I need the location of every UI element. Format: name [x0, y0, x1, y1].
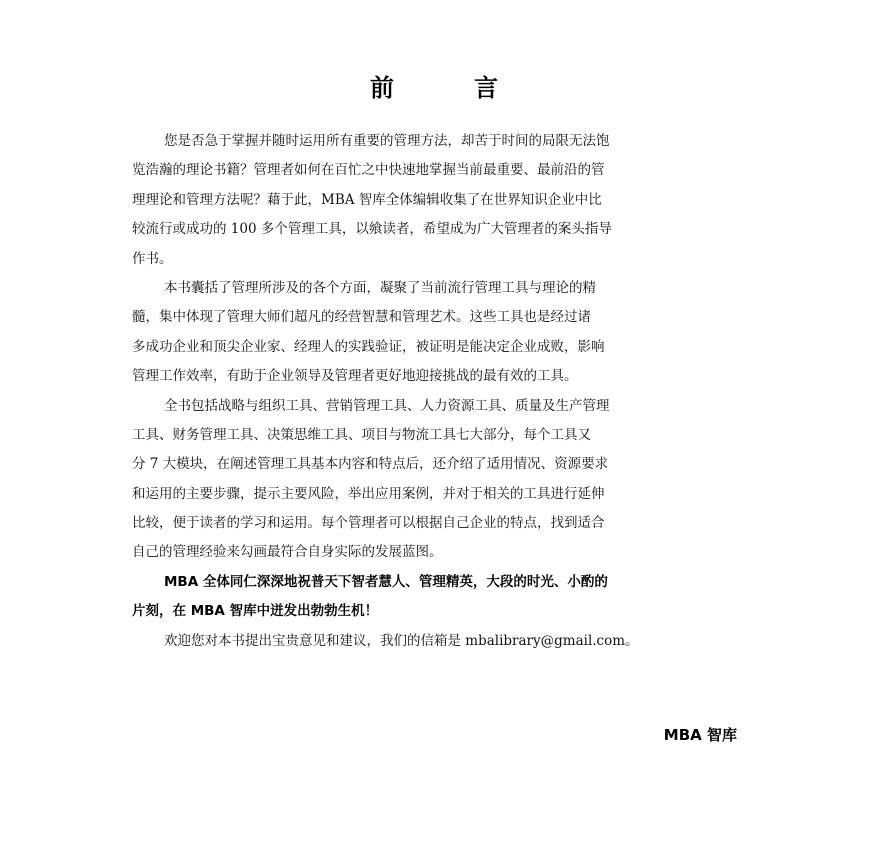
paragraph-line: 髓，集中体现了管理大师们超凡的经营智慧和管理艺术。这些工具也是经过诸: [132, 309, 591, 326]
paragraph-line: 全书包括战略与组织工具、营销管理工具、人力资源工具、质量及生产管理: [164, 397, 610, 414]
paragraph-line: 作书。: [132, 250, 173, 267]
title-char-right: 言: [474, 74, 500, 102]
signature: MBA 智库: [663, 726, 737, 744]
paragraph-line: 较流行或成功的 100 多个管理工具，以飨读者，希望成为广大管理者的案头指导: [132, 221, 612, 238]
paragraph-line: 理理论和管理方法呢？藉于此，MBA 智库全体编辑收集了在世界知识企业中比: [132, 191, 602, 208]
paragraph-line: 管理工作效率，有助于企业领导及管理者更好地迎接挑战的最有效的工具。: [132, 368, 578, 385]
bold-paragraph-line: 片刻，在 MBA 智库中迸发出勃勃生机！: [132, 603, 379, 620]
paragraph-line: 您是否急于掌握并随时运用所有重要的管理方法，却苦于时间的局限无法饱: [164, 133, 610, 149]
preface-body: [132, 127, 740, 656]
paragraph-line: 览浩瀚的理论书籍？管理者如何在百忙之中快速地掌握当前最重要、最前沿的管: [132, 162, 605, 179]
contact-line: 欢迎您对本书提出宝贵意见和建议，我们的信箱是 mbalibrary@gmail.com。: [164, 632, 639, 649]
bold-paragraph-line: MBA 全体同仁深深地祝普天下智者慧人、管理精英，大段的时光、小酌的: [164, 573, 608, 590]
paragraph-line: 多成功企业和顶尖企业家、经理人的实践验证，被证明是能决定企业成败，影响: [132, 338, 605, 355]
paragraph-line: 和运用的主要步骤，提示主要风险，举出应用案例，并对于相关的工具进行延伸: [132, 485, 605, 502]
paragraph-line: 工具、财务管理工具、决策思维工具、项目与物流工具七大部分，每个工具又: [132, 426, 591, 443]
title-char-left: 前: [370, 74, 396, 102]
paragraph-line: 比较，便于读者的学习和运用。每个管理者可以根据自己企业的特点，找到适合: [132, 515, 605, 532]
paragraph-line: 分 7 大模块，在阐述管理工具基本内容和特点后，还介绍了适用情况、资源要求: [132, 456, 609, 473]
paragraph-line: 自己的管理经验来勾画最符合自身实际的发展蓝图。: [132, 544, 443, 561]
paragraph-line: 本书囊括了管理所涉及的各个方面，凝聚了当前流行管理工具与理论的精: [164, 279, 596, 296]
page-title: [0, 70, 870, 106]
